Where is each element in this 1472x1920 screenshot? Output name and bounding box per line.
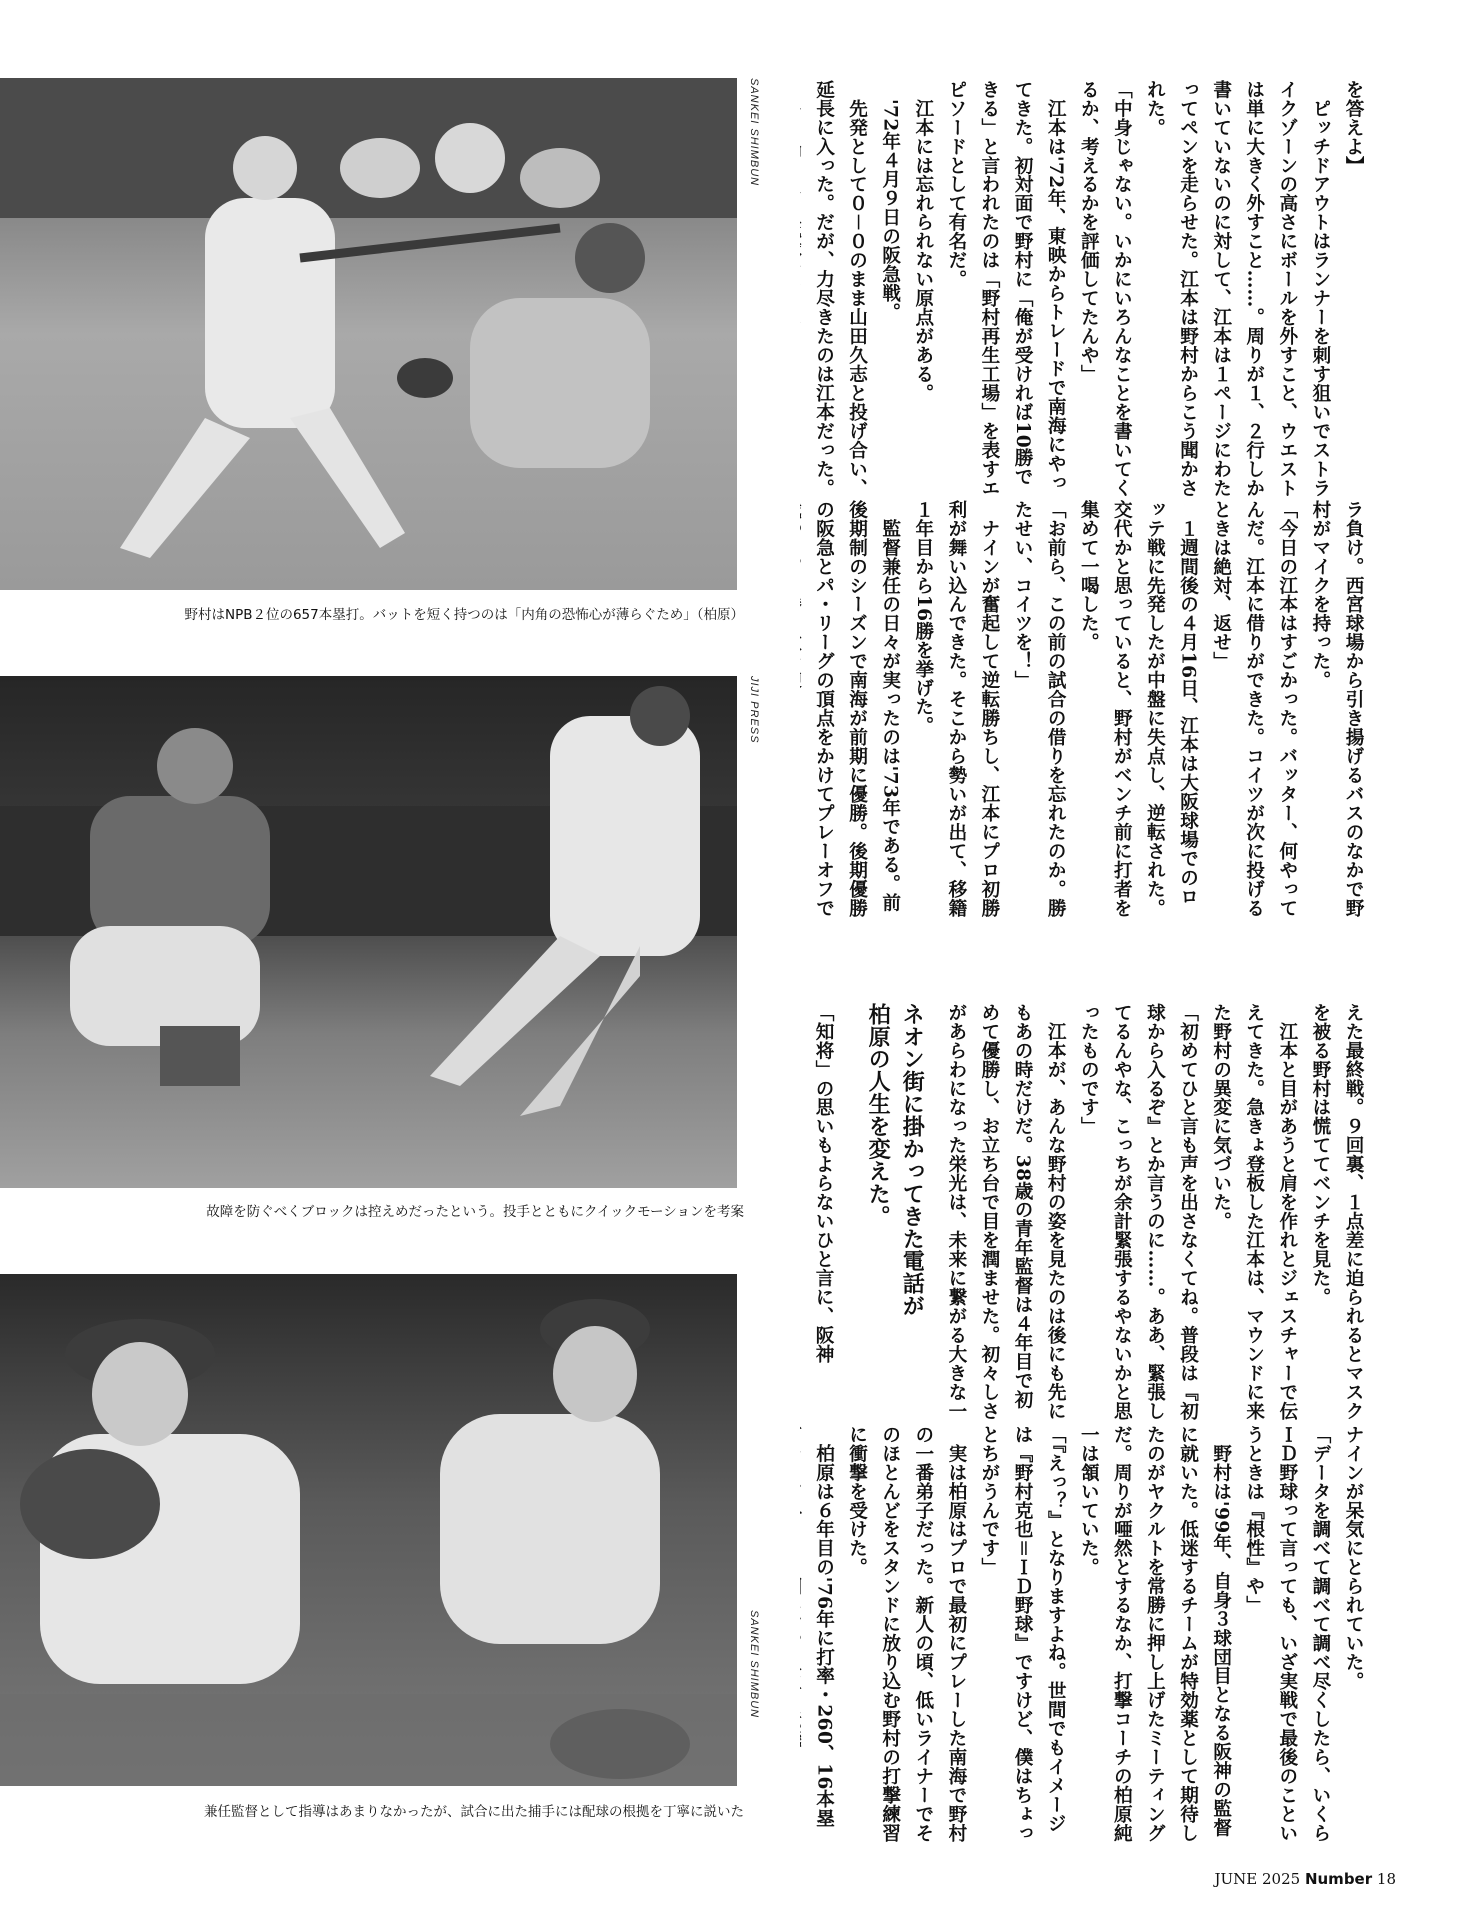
photo-caption: 野村はNPB２位の657本塁打。バットを短く持つのは「内角の恐怖心が薄らぐため」（柏原） — [184, 607, 744, 623]
page-number: 18 — [1376, 1870, 1396, 1888]
photo-credit: SANKEI SHIMBUN — [748, 1610, 760, 1719]
photo-catchers — [0, 1274, 737, 1786]
text-column-3: えた最終戦。９回裏、１点差に迫られるとマスクを被る野村は慌ててベンチを見た。 江本と目があうと肩を作れとジェスチャーで伝えてきた。急きょ登板した江本は、マウンドに来た野村の異変に気づいた。 「初めてひと言も声を出さなくてね。普段は『初球から入るぞ』とか言うのに……。ああ、緊張してるんやな、こっちが余計緊張するやないかと思ったものです」 江本が、あんな野村の姿を見たのは後にも先にもあの時だけだ。38歳の青年監督は４年目で初めて優勝し、お立ち台で目を潤ませた。初々しさがあらわになった栄光は、未来に繋がる大きな一 — [945, 1003, 1364, 1421]
photo-slide — [0, 676, 737, 1188]
photo-credit: JIJI PRESS — [748, 676, 760, 744]
text-column-3b: 「知将」の思いもよらないひと言に、阪神 — [813, 1003, 834, 1364]
text-column-4: ナインが呆気にとられていた。 「データを調べて調べて調べ尽くしたら、いくらＩＤ野球って言っても、いざ実戦で最後のこというときは『根性』や」 野村は'99年、自身３球団目となる阪神の監督に就いた。低迷するチームが特効薬として期待したのがヤクルトを常勝に押し上げたミーティングだ。周りが唖然とするなか、打撃コーチの柏原純一は頷いていた。 「『えっ？』となりますよね。世間でもイメージは『野村克也＝ＩＤ野球』ですけど、僕はちょっとちがうんです」 実は柏原はプロで最初にプレーした南海で野村の一番弟子だった。新人の頃、低いライナーでそのほとんどをスタンドに放り込む野村の打撃練習に衝撃を受けた。 柏原は６年目の'76年に打率・260、16本塁 — [813, 1425, 1364, 1843]
photo-batter — [0, 78, 737, 590]
photo-credit: SANKEI SHIMBUN — [748, 78, 760, 187]
footer-issue: JUNE 2025 — [1214, 1870, 1301, 1888]
text-column-1: を答えよ】 ピッチドアウトはランナーを刺す狙いでストライクゾーンの高さにボールを外すこと、ウエストは単に大きく外すこと……。周りが１、２行しか書いていないのに対して、江本は１ページにわたってペンを走らせた。江本は野村からこう聞かされた。 「中身じゃない。いかにいろんなことを書いてくるか、考えるかを評価してたんや」 江本は'72年、東映からトレードで南海にやってきた。初対面で野村に「俺が受ければ10勝できる」と言われたのは「野村再生工場」を表すエピソードとして有名だ。 江本には忘れられない原点がある。 '72年４月９日の阪急戦。 先発として０－０のまま山田久志と投げ合い、延長に入った。だが、力尽きたのは江本だった。 — [813, 80, 1364, 498]
magazine-logo: Number — [1304, 1870, 1373, 1888]
section-heading: ネオン街に掛かってきた電話が 柏原の人生を変えた。 — [865, 1003, 925, 1318]
text-column-2: ラ負け。西宮球場から引き揚げるバスのなかで野村がマイクを持った。 「今日の江本はすごかった。バッター、何やってんだ。江本に借りができた。コイツが次に投げるときは絶対、返せ」 １週間後の４月16日、江本は大阪球場でのロッテ戦に先発したが中盤に失点し、逆転された。交代かと思っていると、野村がベンチ前に打者を集めて一喝した。 「お前ら、この前の試合の借りを忘れたのか。勝たせい、コイツを！」 ナインが奮起して逆転勝ちし、江本にプロ初勝利が舞い込んできた。そこから勢いが出て、移籍１年目から16勝を挙げた。 監督兼任の日々が実ったのは'73年である。前後期制のシーズンで南海が前期に優勝。後期優勝の阪急とパ・リーグの頂点をかけてプレーオフで — [813, 500, 1364, 918]
photo-caption: 兼任監督として指導はあまりなかったが、試合に出た捕手には配球の根拠を丁寧に説いた — [204, 1804, 744, 1820]
page-footer — [1215, 1870, 1397, 1888]
photo-caption: 故障を防ぐべくブロックは控えめだったという。投手とともにクイックモーションを考案 — [206, 1204, 744, 1220]
